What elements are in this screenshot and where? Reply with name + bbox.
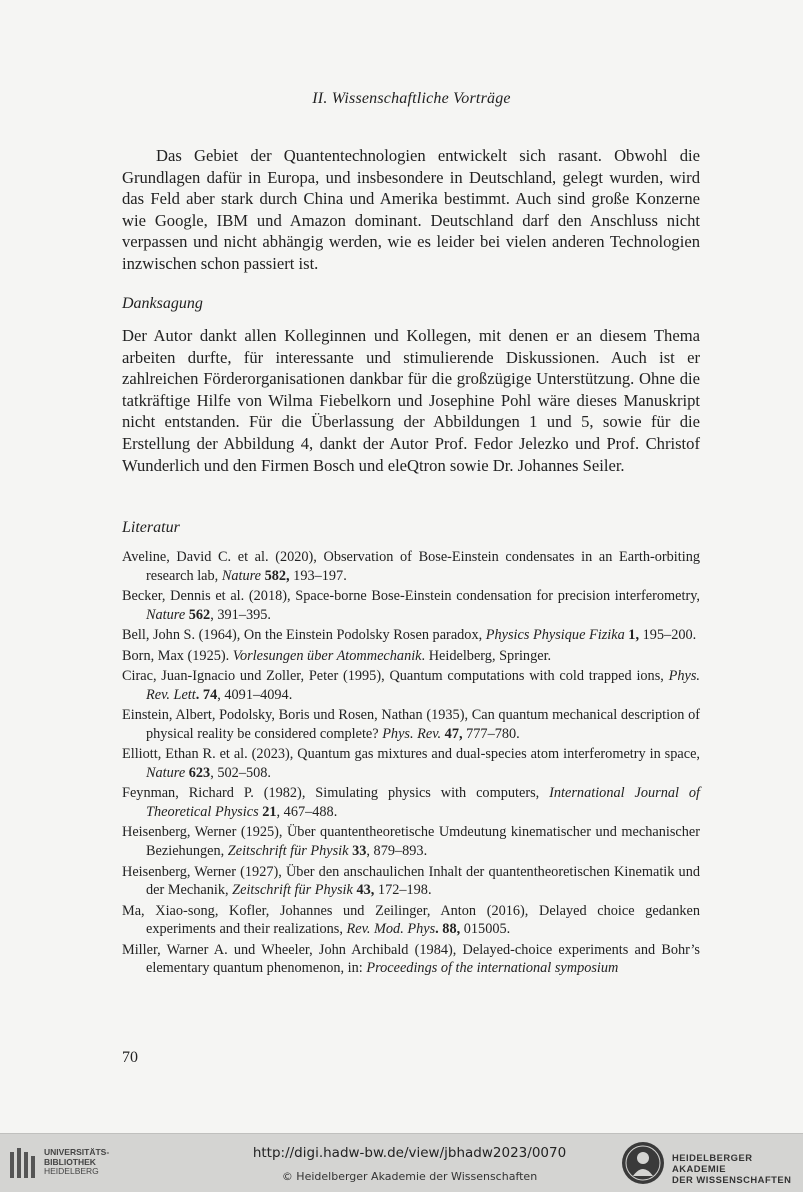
reference-text: Cirac, Juan-Ignacio und Zoller, Peter (1995), Quantum computations with cold trapped ions, — [122, 668, 669, 685]
reference-journal: Phys. Rev. — [382, 725, 442, 742]
reference-pages: 777–780. — [462, 725, 520, 742]
reference-pages: 172–198. — [374, 882, 432, 899]
reference-journal: Zeitschrift für Physik — [227, 843, 349, 860]
reference-text: Miller, Warner A. und Wheeler, John Archibald (1984), Delayed-choice experiments and Bohr’s elementary quantum phenomenon, in: — [122, 941, 700, 977]
reference-item — [122, 941, 700, 978]
academy-name-line: HEIDELBERGER AKADEMIE — [672, 1152, 753, 1174]
reference-pages: , 879–893. — [366, 843, 428, 860]
reference-volume: 21 — [258, 803, 277, 820]
reference-pages: 015005. — [460, 921, 511, 938]
acknowledgement-heading: Danksagung — [122, 295, 203, 312]
reference-item — [122, 823, 700, 860]
reference-journal: International Journal of Theoretical Physics — [146, 785, 701, 820]
reference-pages: 195–200. — [639, 627, 697, 644]
library-name-line: HEIDELBERG — [44, 1166, 99, 1177]
reference-volume: 562 — [185, 606, 211, 623]
reference-item — [122, 784, 700, 821]
reference-item — [122, 667, 700, 704]
reference-text: Heisenberg, Werner (1927), Über den anschaulichen Inhalt der quantentheoretischen Kinematik und der Mechanik, — [122, 863, 700, 899]
intro-paragraph-block — [122, 145, 700, 275]
literature-heading: Literatur — [122, 519, 180, 536]
reference-text: Heisenberg, Werner (1925), Über quantentheoretische Umdeutung kinematischer und mechanischer Beziehungen, — [122, 824, 700, 860]
reference-text: Bell, John S. (1964), On the Einstein Podolsky Rosen paradox, — [122, 627, 486, 644]
reference-item — [122, 706, 700, 743]
reference-pages: , 391–395. — [210, 606, 271, 623]
reference-list — [122, 548, 700, 980]
reference-text: Becker, Dennis et al. (2018), Space-borne Bose-Einstein condensation for precision interferometry, — [122, 588, 700, 605]
reference-item — [122, 902, 700, 939]
reference-volume: 623 — [185, 764, 211, 781]
reference-journal: Zeitschrift für Physik — [232, 882, 353, 899]
reference-pages: , 4091–4094. — [217, 686, 293, 703]
reference-text: Ma, Xiao-song, Kofler, Johannes und Zeilinger, Anton (2016), Delayed choice gedanken experiments and their realizations, — [122, 902, 700, 938]
permalink-url[interactable]: http://digi.hadw-bw.de/view/jbhadw2023/0070 — [252, 1145, 567, 1161]
viewer-footer — [0, 1133, 803, 1192]
reference-journal: Nature — [221, 567, 261, 584]
intro-paragraph: Das Gebiet der Quantentechnologien entwickelt sich rasant. Obwohl die Grundlagen dafür in Europa, und insbesondere in Deutschland, gelegt wurden, wird das Feld aber stark durch China und Amerika bestimmt. Auch sind große Konzerne wie Google, IBM und Amazon dominant. Deutschland darf den Anschluss nicht verpassen und nicht abhängig werden, wie es leider bei vielen anderen Technologien inzwischen schon passiert ist. — [122, 146, 700, 273]
reference-text: Elliott, Ethan R. et al. (2023), Quantum gas mixtures and dual-species atom interferometry in space, — [122, 746, 700, 763]
academy-name[interactable] — [672, 1152, 803, 1185]
reference-item — [122, 647, 700, 666]
reference-journal: Physics Physique Fizika — [485, 627, 625, 644]
acknowledgement-paragraph: Der Autor dankt allen Kolleginnen und Kollegen, mit denen er an diesem Thema arbeiten durfte, für interessante und stimulierende Diskussionen. Auch ist er zahlreichen Förderorganisationen dankbar für die großzügige Unterstützung. Ohne die tatkräftige Hilfe von Wilma Fiebelkorn und Josephine Pohl wäre dieses Manuskript nicht entstanden. Für die Überlassung der Abbildungen 1 und 5, sowie für die Erstellung der Abbildung 4, dankt der Autor Prof. Fedor Jelezko und Prof. Christof Wunderlich und den Firmen Bosch und eleQtron sowie Dr. Johannes Seiler. — [122, 326, 700, 475]
reference-item — [122, 626, 700, 645]
library-name-line: UNIVERSITÄTS- — [44, 1147, 110, 1157]
reference-item — [122, 863, 700, 900]
reference-text: Aveline, David C. et al. (2020), Observation of Bose-Einstein condensates in an Earth-orbiting research lab, — [122, 549, 700, 584]
reference-volume: . 74 — [195, 686, 218, 703]
library-name-line: BIBLIOTHEK — [44, 1156, 96, 1167]
reference-volume: 1, — [624, 627, 640, 644]
reference-journal: Vorlesungen über Atommechanik — [232, 647, 422, 664]
reference-volume: 43, — [352, 882, 375, 899]
reference-pages: . Heidelberg, Springer. — [421, 647, 552, 664]
reference-journal: Phys. Rev. Lett — [146, 668, 700, 703]
reference-text: Feynman, Richard P. (1982), Simulating physics with computers, — [122, 785, 550, 802]
reference-text: Born, Max (1925). — [122, 647, 233, 664]
reference-pages: , 467–488. — [276, 803, 338, 820]
reference-pages: , 502–508. — [210, 764, 271, 781]
reference-item — [122, 587, 700, 624]
reference-item — [122, 548, 700, 585]
copyright-notice: © Heidelberger Akademie der Wissenschaften — [281, 1170, 538, 1183]
academy-seal-icon[interactable] — [620, 1140, 666, 1186]
reference-volume: 33 — [348, 843, 367, 860]
reference-journal: Rev. Mod. Phys — [346, 921, 436, 938]
reference-volume: 47, — [441, 725, 463, 742]
reference-text: Einstein, Albert, Podolsky, Boris und Rosen, Nathan (1935), Can quantum mechanical description of physical reality be considered complete? — [122, 707, 700, 742]
academy-name-line: DER WISSENSCHAFTEN — [672, 1174, 792, 1185]
reference-volume: . 88, — [435, 921, 461, 938]
reference-pages: 193–197. — [289, 567, 347, 584]
reference-volume: 582, — [261, 567, 290, 584]
reference-journal: Nature — [146, 764, 186, 781]
reference-journal: Proceedings of the international symposium — [366, 960, 619, 977]
page-number: 70 — [122, 1049, 138, 1066]
running-header: II. Wissenschaftliche Vorträge — [312, 90, 511, 107]
reference-journal: Nature — [146, 606, 186, 623]
reference-item — [122, 745, 700, 782]
acknowledgement-block — [122, 325, 700, 476]
